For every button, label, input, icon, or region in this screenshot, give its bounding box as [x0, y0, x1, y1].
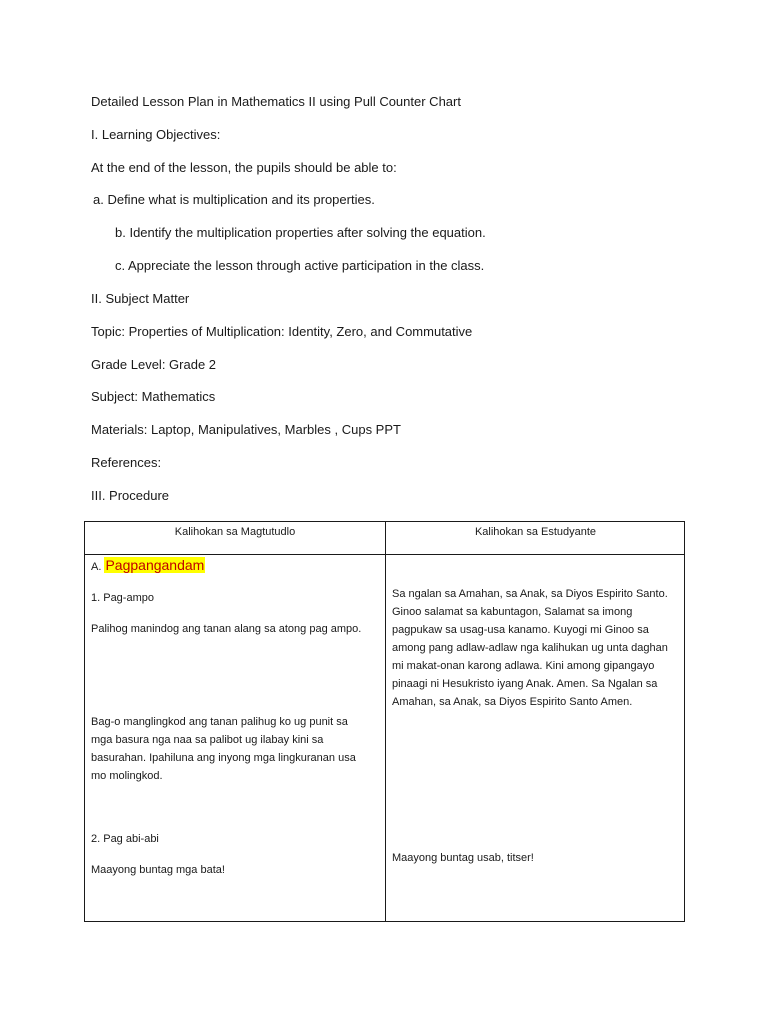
teacher-step1-text: Palihog manindog ang tanan alang sa atong pag ampo. — [91, 623, 362, 635]
objective-item: a. Define what is multiplication and its properties. — [93, 192, 375, 207]
objectives-intro: At the end of the lesson, the pupils should be able to: — [91, 160, 397, 175]
subject-line: Subject: Mathematics — [91, 389, 216, 404]
procedure-heading: III. Procedure — [91, 488, 170, 503]
section-title-highlighted: Pagpangandam — [105, 557, 205, 573]
topic-line: Topic: Properties of Multiplication: Identity, Zero, and Commutative — [91, 324, 473, 339]
subject-matter-heading: II. Subject Matter — [91, 291, 190, 306]
student-prayer: Sa ngalan sa Amahan, sa Anak, sa Diyos Espirito Santo. Ginoo salamat sa kabuntagon, Salamat sa imong pagpukaw sa usag-usa kanamo. Kuyogi mi Ginoo sa among pang adlaw-adlaw nga kalihukan ug unta daghan mi makat-onan karong adlawa. Kini among gipangayo pinaagi ni Hesukristo iyang Anak. Amen. Sa Ngalan sa Amahan, sa Anak, sa Diyos Espirito Santo Amen. — [392, 588, 668, 708]
teacher-step1-followup: Bag-o manglingkod ang tanan palihug ko ug punit sa mga basura nga naa sa palibot ug ilabay kini sa basurahan. Ipahiluna ang inyong mga lingkuranan usa mo molingkod. — [91, 716, 356, 782]
section-heading — [91, 556, 205, 576]
teacher-step2-label: 2. Pag abi-abi — [91, 833, 159, 845]
teacher-step2-text: Maayong buntag mga bata! — [91, 864, 225, 876]
procedure-table — [84, 521, 685, 922]
table-column-divider — [385, 522, 386, 921]
references-line: References: — [91, 455, 162, 470]
student-greeting-reply: Maayong buntag usab, titser! — [392, 852, 534, 864]
section-prefix: A. — [91, 561, 102, 573]
objectives-heading: I. Learning Objectives: — [91, 127, 221, 142]
grade-level-line: Grade Level: Grade 2 — [91, 357, 217, 372]
materials-line: Materials: Laptop, Manipulatives, Marbles , Cups PPT — [91, 422, 401, 437]
objective-item: c. Appreciate the lesson through active participation in the class. — [115, 258, 485, 273]
header-teacher-activity: Kalihokan sa Magtutudlo — [174, 526, 296, 538]
objective-item: b. Identify the multiplication properties after solving the equation. — [115, 225, 486, 240]
teacher-step1-label: 1. Pag-ampo — [91, 592, 154, 604]
header-student-activity: Kalihokan sa Estudyante — [474, 526, 597, 538]
document-title: Detailed Lesson Plan in Mathematics II using Pull Counter Chart — [91, 94, 461, 109]
